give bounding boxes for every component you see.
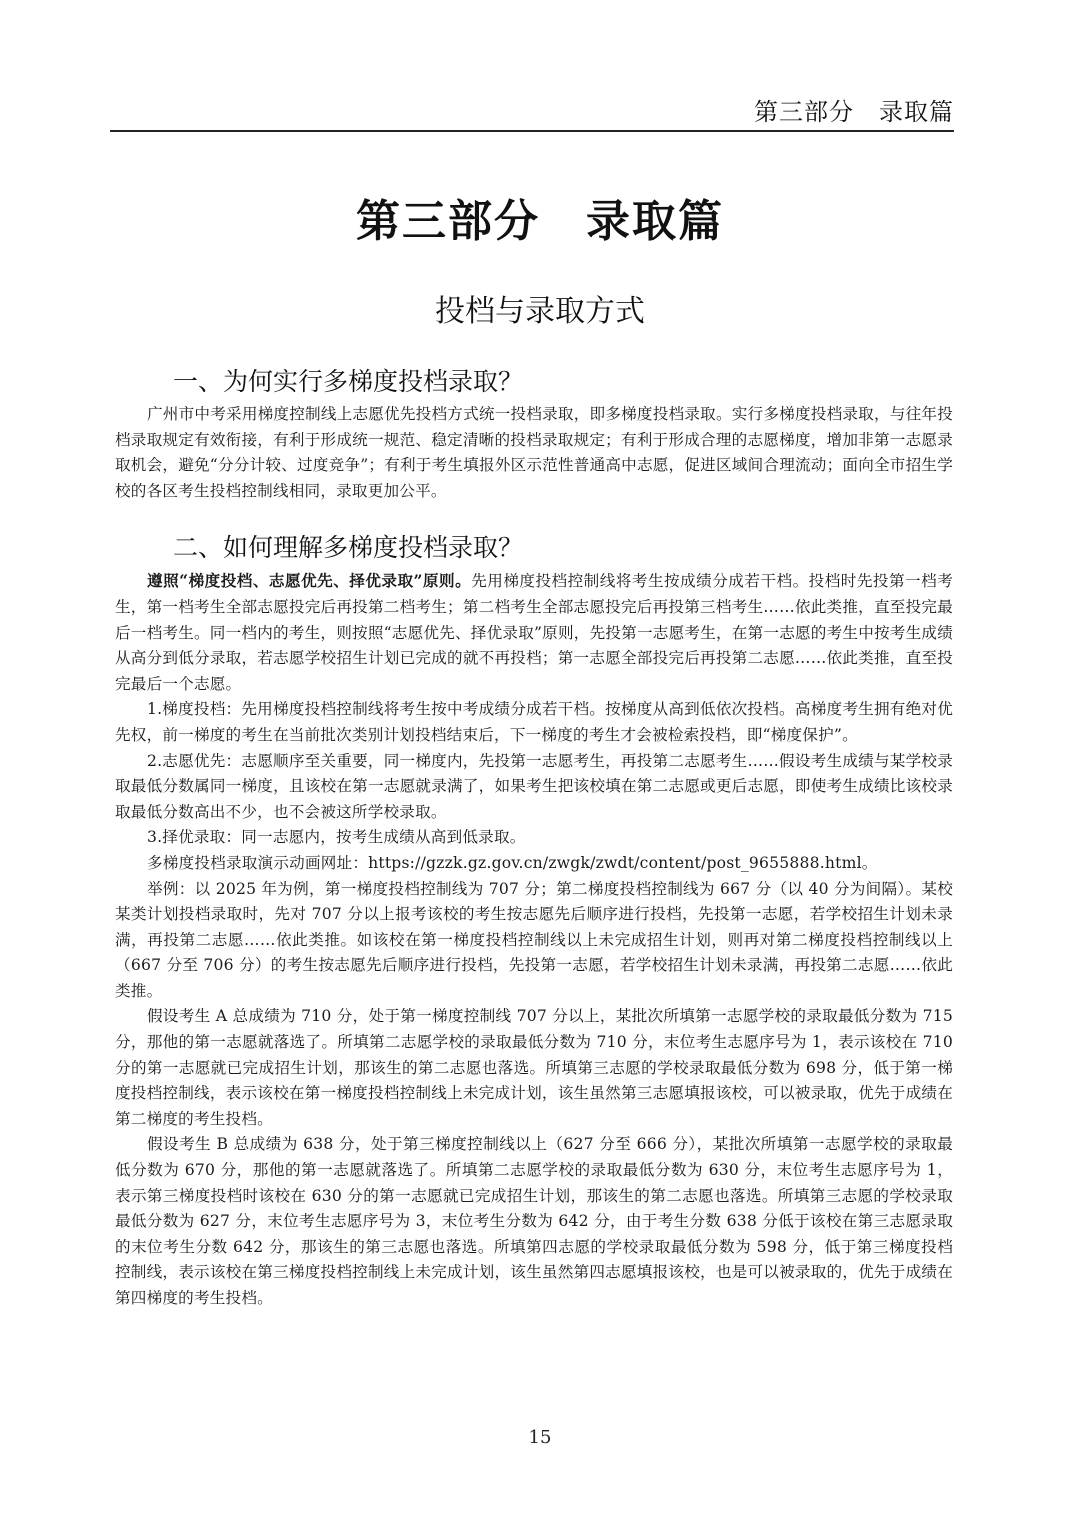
paragraph: 广州市中考采用梯度控制线上志愿优先投档方式统一投档录取，即多梯度投档录取。实行多梯度投档录取，与往年投档录取规定有效衔接，有利于形成统一规范、稳定清晰的投档录取规定；有利于形成合理的志愿梯度，增加非第一志愿录取机会，避免“分分计较、过度竞争”；有利于考生填报外区示范性普通高中志愿，促进区域间合理流动；面向全市招生学校的各区考生投档控制线相同，录取更加公平。	[115, 405, 953, 500]
paragraph-student-a: 假设考生 A 总成绩为 710 分，处于第一梯度控制线 707 分以上，某批次所填第一志愿学校的录取最低分数为 715 分，那他的第一志愿就落选了。所填第二志愿学校的录取最低分数为 710 分，末位考生志愿序号为 1，表示该校在 710 分的第一志愿就已完成招生计划，那该生的第二志愿也落选。所填第三志愿的学校录取最低分数为 698 分，低于第一梯度投档控制线，表示该校在第一梯度投档控制线上未完成计划，该生虽然第三志愿填报该校，可以被录取，优先于成绩在第二梯度的考生投档。	[115, 1007, 953, 1128]
part-title: 第三部分 录取篇	[356, 196, 724, 247]
principle-text: 先用梯度投档控制线将考生按成绩分成若干档。投档时先投第一档考生，第一档考生全部志愿投完后再投第二档考生；第二档考生全部志愿投完后再投第三档考生……依此类推，直至投完最后一档考生。同一档内的考生，则按照“志愿优先、择优录取”原则，先投第一志愿考生，在第一志愿的考生中按考生成绩从高分到低分录取，若志愿学校招生计划已完成的就不再投档；第一志愿全部投完后再投第二志愿……依此类推，直至投完最后一个志愿。	[115, 572, 953, 693]
paragraph-gradient: 1.梯度投档：先用梯度投档控制线将考生按中考成绩分成若干档。按梯度从高到低依次投档。高梯度考生拥有绝对优先权，前一梯度的考生在当前批次类别计划投档结束后，下一梯度的考生才会被检索投档，即“梯度保护”。	[115, 700, 953, 744]
paragraph-priority: 2.志愿优先：志愿顺序至关重要，同一梯度内，先投第一志愿考生，再投第二志愿考生……假设考生成绩与某学校录取最低分数属同一梯度，且该校在第一志愿就录满了，如果考生把该校填在第二志愿或更后志愿，即使考生成绩比该校录取最低分数高出不少，也不会被这所学校录取。	[115, 751, 953, 821]
paragraph-demo-link: 多梯度投档录取演示动画网址：https://gzzk.gz.gov.cn/zwgk/zwdt/content/post_9655888.html。	[147, 853, 878, 872]
running-header-title: 第三部分 录取篇	[754, 98, 954, 126]
section-title: 投档与录取方式	[435, 294, 645, 329]
paragraph-student-b: 假设考生 B 总成绩为 638 分，处于第三梯度控制线以上（627 分至 666 分），某批次所填第一志愿学校的录取最低分数为 670 分，那他的第一志愿就落选了。所填第二志愿学校的录取最低分数为 630 分，末位考生志愿序号为 1，表示第三梯度投档时该校在 630 分的第一志愿就已完成招生计划，那该生的第二志愿也落选。所填第三志愿的学校录取最低分数为 627 分，末位考生志愿序号为 3，末位考生分数为 642 分，由于考生分数 638 分低于该校在第三志愿录取的末位考生分数 642 分，那该生的第三志愿也落选。所填第四志愿的学校录取最低分数为 598 分，低于第三梯度投档控制线，表示该校在第三梯度投档控制线上未完成计划，该生虽然第四志愿填报该校，也是可以被录取的，优先于成绩在第四梯度的考生投档。	[115, 1135, 953, 1307]
paragraph-lead	[115, 568, 953, 697]
running-header	[110, 94, 954, 130]
paragraph-merit: 3.择优录取：同一志愿内，按考生成绩从高到低录取。	[147, 828, 526, 847]
header-rule	[110, 130, 954, 132]
page-number: 15	[528, 1427, 552, 1448]
paragraph-example: 举例：以 2025 年为例，第一梯度投档控制线为 707 分；第二梯度投档控制线为 667 分（以 40 分为间隔）。某校某类计划投档录取时，先对 707 分以上报考该校的考生按志愿先后顺序进行投档，先投第一志愿，若学校招生计划未录满，再投第二志愿……依此类推。如该校在第一梯度投档控制线以上未完成招生计划，则再对第二梯度投档控制线以上（667 分至 706 分）的考生按志愿先后顺序进行投档，先投第一志愿，若学校招生计划未录满，再投第二志愿……依此类推。	[115, 879, 953, 1000]
page-content	[115, 362, 953, 1312]
principle-lead: 遵照“梯度投档、志愿优先、择优录取”原则。	[147, 571, 472, 591]
question-heading-2: 二、如何理解多梯度投档录取？	[173, 533, 524, 563]
question-heading-1: 一、为何实行多梯度投档录取？	[173, 367, 524, 396]
